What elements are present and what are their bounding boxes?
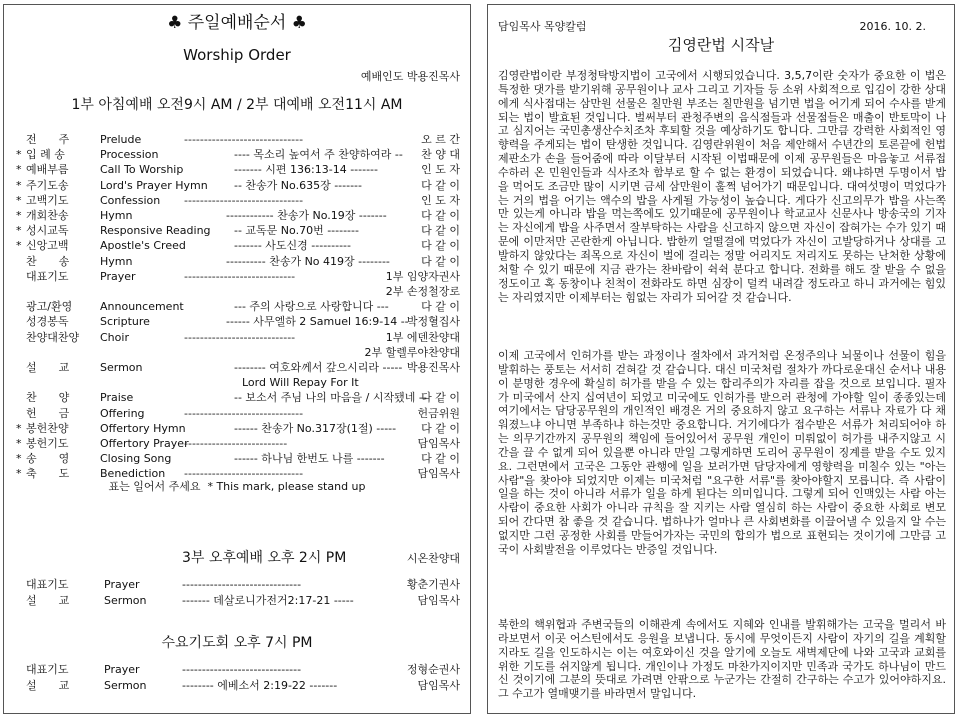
order-item-leader: 다 같 이: [421, 178, 460, 192]
column-paragraph-1: 김영란법이란 부정청탁방지법이 고국에서 시행되었습니다. 3,5,7이란 숫자가 중요한 이 법은 특정한 댓가를 받기위해 공무원이나 교사 그리고 기자들 등 소위 사회적으로 입김이 강한 상대에게 식사접대는 삼만원 선물은 칠만원 부조는 칠만원을 넘기면 법을 어기게 되어 수사를 받게 되는 법이 발효된 것입니다. 벌써부터 관청주변의 음식점들과 선물점들은 매출이 반토막이 나고 심지어는 국민총생산수치조차 후퇴할 것을 예상하기도 합니다. 그만큼 강력한 사회적인 영향력을 주게되는 법이 탄생한 것입니다. 김영란위원이 처음 제안해서 수년간의 토론끝에 헌법제판소가 손을 들어줌에 따라 이달부터 시작된 이법때문에 이제 공무원들은 마음놓고 서류접수하러 온 민원인들과 식사조차 함부로 할 수 없는 환경이 되었습니다. 왜냐하면 두명이서 밥을 먹어도 조금만 많이 시키면 금세 삼만원이 훌쩍 넘어가기 때문입니다. 대여섯명이 먹었다가는 거의 법을 어기는 액수의 밥을 사게될 가능성이 높습니다. 게다가 신고의무가 밥을 사는쪽만 있는게 아니라 밥을 먹는쪽에도 있기때문에 공무원이나 학교교사 신문사나 방송국의 기자는 자신에게 밥을 사주면서 잘부탁하는 사람을 신고하지 않으면 자신이 잡혀가는 수가 있기 때문에 이만저만 곤란한게 아닙니다. 밥한끼 얼떨결에 먹었다가 자신이 고발당하거나 상대를 고발하지 않았다는 죄목으로 자신이 벌에 걸리는 정말 어리지도 저리지도 못하는 난처한 상황에 처할 수 있기 때문에 지금 관가는 찬바람이 쉭쉭 분다고 합니다. 전화를 해도 잘 받을 수 없을 정도이고 혹 동창이나 친척이 전화라도 하면 심장이 덜컥 내려갈 정도라고 하니 과거에는 힘있는 자리였지만 이제부터는 힘없는 자리가 되어갈 것 같습니다.: [498, 69, 946, 304]
order-item-detail: ------- 데살로니가전거2:17-21 -----: [182, 594, 354, 607]
stand-mark: *: [16, 421, 22, 435]
order-item-detail: Lord Will Repay For It: [242, 376, 359, 390]
order-item-en: Hymn: [100, 209, 133, 222]
order-item-en: Prayer: [100, 269, 136, 283]
order-item-detail: ------- 시편 136:13-14 -------: [234, 163, 378, 177]
order-item-ko: 대표기도: [26, 663, 69, 676]
order-item-en: Sermon: [104, 594, 147, 607]
order-row: [4, 678, 470, 693]
order-item-en: Apostle's Creed: [100, 239, 186, 253]
order-item-leader: 다 같 이: [421, 452, 460, 466]
order-item-en: Lord's Prayer Hymn: [100, 178, 208, 192]
stand-mark: *: [16, 148, 22, 162]
order-item-en: Offertory Prayer: [100, 437, 189, 450]
order-item-en: Prayer: [104, 578, 140, 591]
order-item-leader: 인 도 자: [421, 163, 460, 177]
column-label: 담임목사 목양칼럼: [498, 20, 587, 33]
column-date: 2016. 10. 2.: [859, 20, 926, 33]
order-row: [4, 254, 470, 269]
order-item-leader: 다 같 이: [421, 391, 460, 405]
stand-mark: *: [16, 467, 22, 481]
order-item-detail: ------- 사도신경 ----------: [234, 239, 351, 253]
dash-leader: --------------------------: [184, 437, 288, 450]
service3-heading: 3부 오후예배 오후 2시 PM: [182, 550, 347, 566]
order-item-ko: 신앙고백: [26, 239, 69, 253]
order-item-ko: 헌 금: [26, 406, 70, 420]
order-item-ko: 대표기도: [26, 578, 69, 591]
order-item-en: Procession: [100, 148, 159, 162]
dash-leader: ------------------------------: [184, 406, 304, 420]
dash-leader: ----------------------------: [184, 330, 296, 344]
order-item-ko: 성경봉독: [26, 315, 69, 329]
order-row: [4, 436, 470, 451]
order-item-ko: 입 례 송: [26, 148, 65, 162]
order-item-leader: 다 같 이: [421, 254, 460, 268]
order-item-ko: 예배부름: [26, 163, 69, 177]
order-item-en: Prelude: [100, 133, 142, 146]
order-row: [4, 284, 470, 299]
order-row: [4, 593, 470, 608]
order-item-detail: -------- 여호와께서 갚으시리라 -----: [234, 361, 403, 374]
order-item-en: Offertory Hymn: [100, 421, 186, 435]
order-item-leader: 찬 양 대: [421, 148, 460, 162]
pastor-column-panel: [487, 4, 955, 714]
order-row: [4, 406, 470, 421]
order-item-ko: 축 도: [26, 467, 70, 481]
order-item-en: Choir: [100, 330, 129, 344]
order-row: [4, 451, 470, 466]
stand-mark: *: [16, 437, 22, 450]
order-item-leader: 헌금위원: [417, 406, 460, 420]
order-item-en: Closing Song: [100, 452, 172, 466]
order-row: [4, 132, 470, 147]
order-item-ko: 찬양대찬양: [26, 330, 80, 344]
order-item-leader: 1부 에덴찬양대: [385, 330, 460, 344]
bulletin-title: ♣ 주일예배순서 ♣: [167, 13, 307, 33]
order-item-ko: 개회찬송: [26, 209, 69, 222]
service3-choir: 시온찬양대: [406, 552, 460, 565]
order-item-detail: ------ 하나님 한번도 나를 -------: [234, 452, 385, 466]
dash-leader: ----------------------------: [184, 269, 296, 283]
order-row: [4, 299, 470, 314]
stand-mark: *: [16, 163, 22, 177]
order-item-ko: 성시교독: [26, 224, 69, 238]
order-item-detail: -- 보소서 주님 나의 마음을 / 시작됐네 --: [234, 391, 427, 405]
order-row: [4, 238, 470, 253]
order-item-en: Praise: [100, 391, 134, 405]
order-item-en: Announcement: [100, 300, 184, 314]
order-item-leader: 다 같 이: [421, 300, 460, 314]
order-item-detail: -- 교독문 No.70번 --------: [234, 224, 359, 238]
column-paragraph-3: 북한의 핵위협과 주변국들의 이해관계 속에서도 지혜와 인내를 발휘해가는 고국을 멀리서 바라보면서 이곳 어스틴에서도 응원을 보냅니다. 동시에 무엇이든지 사람이 자기의 길을 계획할지라도 길을 인도하시는 이는 여호와이신 것을 알기에 오늘도 새벽제단에 나와 고국과 교회를 위한 기도를 쉬지않게 됩니다. 개인이나 가정도 마찬가지이지만 민족과 국가도 하나님이 만드신 것이기에 그분의 뜻대로 가려면 안팎으로 누군가는 간절히 간구하는 수고가 있어야하지요. 그 수고가 열매맺기를 바라면서 말입니다.: [498, 618, 946, 701]
order-item-leader: 정형순권사: [406, 663, 460, 676]
order-row: [4, 193, 470, 208]
dash-leader: ------------------------------: [184, 133, 304, 146]
order-row: [4, 360, 470, 375]
order-item-ko: 봉헌기도: [26, 437, 69, 450]
bulletin-subtitle: Worship Order: [183, 46, 291, 64]
order-item-leader: 박정혈집사: [406, 315, 460, 329]
order-row: [4, 330, 470, 345]
order-row: [4, 223, 470, 238]
order-item-leader: 다 같 이: [421, 239, 460, 253]
order-row: [4, 662, 470, 677]
order-item-detail: ---- 목소리 높여서 주 찬양하여라 --: [234, 148, 403, 162]
order-item-ko: 전 주: [26, 133, 70, 146]
stand-mark: *: [16, 239, 22, 253]
order-item-en: Call To Worship: [100, 163, 184, 177]
order-item-detail: ------ 사무엘하 2 Samuel 16:9-14 --: [226, 315, 409, 329]
dash-leader: ------------------------------: [184, 193, 304, 207]
dash-leader: ------------------------------: [184, 467, 304, 481]
order-row: [4, 314, 470, 329]
order-item-leader: 1부 임양자권사: [385, 269, 460, 283]
order-item-en: Offering: [100, 406, 145, 420]
order-row: [4, 577, 470, 592]
order-item-detail: ---------- 찬송가 No 419장 --------: [226, 254, 390, 268]
order-item-leader: 황춘기권사: [406, 578, 460, 591]
order-item-ko: 봉헌찬양: [26, 421, 69, 435]
order-row: [4, 375, 470, 390]
worship-order-panel: [3, 4, 471, 714]
worship-leader: 예배인도 박용진목사: [360, 70, 460, 83]
order-item-ko: 송 영: [26, 452, 70, 466]
order-item-leader: 박용진목사: [406, 361, 460, 374]
order-item-leader: 다 같 이: [421, 209, 460, 222]
order-item-ko: 고백기도: [26, 193, 69, 207]
order-item-leader: 오 르 간: [421, 133, 460, 146]
order-item-leader: 2부 손정철장로: [385, 285, 460, 298]
order-row: [4, 269, 470, 284]
order-item-ko: 대표기도: [26, 269, 69, 283]
order-item-en: Benediction: [100, 467, 166, 481]
order-item-en: Prayer: [104, 663, 140, 676]
order-item-detail: -- 찬송가 No.635장 -------: [234, 178, 362, 192]
stand-mark: *: [16, 224, 22, 238]
order-item-en: Sermon: [100, 361, 143, 374]
order-item-en: Responsive Reading: [100, 224, 211, 238]
order-item-leader: 담임목사: [417, 594, 460, 607]
order-item-leader: 다 같 이: [421, 224, 460, 238]
order-item-en: Hymn: [100, 254, 133, 268]
order-row: [4, 421, 470, 436]
order-item-leader: 2부 할렐루야찬양대: [364, 345, 460, 359]
order-item-ko: 광고/환영: [26, 300, 73, 314]
order-item-en: Sermon: [104, 679, 147, 692]
wednesday-heading: 수요기도회 오후 7시 PM: [161, 635, 313, 651]
stand-note: 표는 일어서 주세요 * This mark, please stand up: [108, 480, 366, 493]
order-row: [4, 147, 470, 162]
order-item-ko: 찬 송: [26, 254, 70, 268]
column-title: 김영란법 시작날: [667, 36, 775, 54]
order-item-en: Scripture: [100, 315, 150, 329]
service1-heading: 1부 아침예배 오전9시 AM / 2부 대예배 오전11시 AM: [71, 97, 403, 113]
order-item-en: Confession: [100, 193, 161, 207]
order-item-detail: ------------------------------: [182, 663, 302, 676]
order-row: [4, 345, 470, 360]
stand-mark: *: [16, 178, 22, 192]
order-row: [4, 390, 470, 405]
stand-mark: *: [16, 452, 22, 466]
order-item-ko: 설 교: [26, 361, 70, 374]
order-item-detail: --- 주의 사랑으로 사랑합니다 ---: [234, 300, 389, 314]
order-row: [4, 178, 470, 193]
order-item-leader: 담임목사: [417, 679, 460, 692]
order-item-ko: 설 교: [26, 679, 70, 692]
order-item-leader: 담임목사: [417, 437, 460, 450]
column-paragraph-2: 이제 고국에서 인허가를 받는 과정이나 절차에서 과거처럼 온정주의나 뇌물이나 선물이 힘을 발휘하는 풍토는 서서히 걷혀갈 것 같습니다. 대신 미국처럼 절차가 까다로운대신 순서나 내용이 분명한 경우에 확실히 허가를 받을 수 있는 합리주의가 자리를 잡을 것으로 보입니다. 필자가 미국에서 산지 십여년이 되었고 미국에도 인허가를 받으러 관청에 가야할 일이 종종있는데 여기에서는 담당공무원의 개인적인 배경은 거의 중요하지 않고 요구하는 서류나 자료가 다 채워졌느냐 아니면 부족하냐 하는것만 중요합니다. 거기에다가 접수받은 서류가 처리되어야 하는 의무기간까지 공무원의 책임에 들어있어서 공무원 개인이 미뤄없이 허가를 내주지않고 시간을 끌 수 없게 되어 있을뿐 아니라 만일 그렇게하면 도리어 공무원이 징계를 받을 수도 있지요. 그런면에서 고국은 그동안 관행에 일을 보러가면 담당자에게 영향력을 미칠수 있는 "아는사람"을 찾아야 되었지만 이제는 미국처럼 "요구한 서류"를 찾아야할지 모릅니다. 즉 사람이 일을 하는 것이 아니라 서류가 일을 하게 된다는 의미입니다. 그렇게 되어 인맥있는 사람 아는 사람이 중요한 사회가 아니라 규칙을 잘 지키는 사람 열심히 하는 사람이 중요한 사회로 변모되어 간다면 참 좋을 것 같습니다. 법하나가 얼마나 큰 사회변화를 이끌어낼 수 있을지 알 수는 없지만 그런 공정한 사회를 만들어가자는 국민의 합의가 법으로 표현되는 것이기에 그만큼 고국이 사회발전을 이루었다는 반증일 것입니다.: [498, 349, 946, 556]
order-item-ko: 설 교: [26, 594, 70, 607]
order-row: [4, 162, 470, 177]
stand-mark: *: [16, 193, 22, 207]
stand-mark: *: [16, 209, 22, 222]
order-item-leader: 담임목사: [417, 467, 460, 481]
order-item-detail: ------ 찬송가 No.317장(1절) -----: [234, 421, 397, 435]
order-item-detail: ------------------------------: [182, 578, 302, 591]
order-item-leader: 다 같 이: [421, 421, 460, 435]
order-item-detail: ------------ 찬송가 No.19장 -------: [226, 209, 387, 222]
order-item-ko: 주기도송: [26, 178, 69, 192]
order-item-ko: 찬 양: [26, 391, 70, 405]
order-item-detail: -------- 에베소서 2:19-22 -------: [182, 679, 338, 692]
order-row: [4, 208, 470, 223]
order-item-leader: 인 도 자: [421, 193, 460, 207]
